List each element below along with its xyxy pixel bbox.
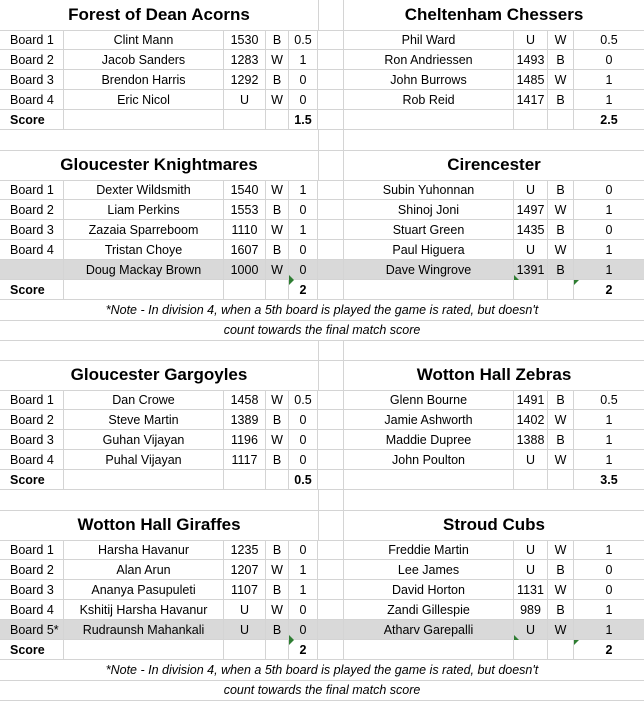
home-player-score: 0: [289, 70, 318, 90]
home-total-score: 0.5: [289, 470, 318, 490]
empty-cell: [64, 110, 224, 130]
home-player-name: Harsha Havanur: [64, 540, 224, 560]
board-label: Board 1: [0, 30, 64, 50]
home-player-color: B: [266, 200, 289, 220]
away-player-name: Jamie Ashworth: [344, 410, 514, 430]
home-player-score: 1: [289, 180, 318, 200]
home-player-color: B: [266, 450, 289, 470]
team-name-away: Cirencester: [447, 155, 541, 174]
home-player-score: 0: [289, 430, 318, 450]
score-row: [0, 640, 644, 660]
column-gap: [318, 150, 344, 180]
board-label: Board 4: [0, 90, 64, 110]
empty-cell: [344, 110, 514, 130]
column-gap: [318, 0, 344, 30]
board-label: Board 4: [0, 240, 64, 260]
home-player-score: 0: [289, 410, 318, 430]
home-player-rating: 1292: [224, 70, 266, 90]
away-player-name: John Burrows: [344, 70, 514, 90]
away-player-rating: 1485: [514, 70, 548, 90]
team-name-home: Gloucester Gargoyles: [70, 365, 248, 384]
away-player-score: 1: [574, 430, 644, 450]
away-player-color: W: [548, 620, 574, 640]
home-player-name: Alan Arun: [64, 560, 224, 580]
board-label: Board 3: [0, 220, 64, 240]
home-player-color: W: [266, 560, 289, 580]
team-name-away: Cheltenham Chessers: [404, 5, 584, 24]
away-player-rating: U: [514, 540, 548, 560]
home-player-color: B: [266, 70, 289, 90]
away-player-rating: 1388: [514, 430, 548, 450]
column-gap: [318, 580, 344, 600]
board-row: [0, 180, 644, 200]
home-total-score: 2: [289, 280, 318, 300]
board-row: [0, 240, 644, 260]
away-player-name: Maddie Dupree: [344, 430, 514, 450]
comment-indicator-icon: [289, 280, 294, 285]
home-player-color: W: [266, 600, 289, 620]
division-note: count towards the final match score: [0, 320, 644, 341]
away-player-score: 1: [574, 450, 644, 470]
away-player-name: David Horton: [344, 580, 514, 600]
comment-indicator-icon: [574, 640, 579, 645]
board-row: [0, 450, 644, 470]
away-player-rating: 1491: [514, 390, 548, 410]
empty-cell: [344, 280, 514, 300]
home-player-name: Doug Mackay Brown: [64, 260, 224, 280]
team-name-home: Gloucester Knightmares: [60, 155, 258, 174]
away-player-rating: 989: [514, 600, 548, 620]
home-player-color: B: [266, 410, 289, 430]
board-row: [0, 540, 644, 560]
board-label: Board 2: [0, 410, 64, 430]
home-player-name: Guhan Vijayan: [64, 430, 224, 450]
blank-row: [0, 490, 644, 511]
home-player-color: B: [266, 580, 289, 600]
home-player-rating: U: [224, 600, 266, 620]
away-player-color: B: [548, 600, 574, 620]
division-note: count towards the final match score: [0, 680, 644, 701]
empty-cell: [224, 280, 266, 300]
column-gap: [318, 360, 344, 390]
away-player-color: B: [548, 50, 574, 70]
home-player-score: 0.5: [289, 390, 318, 410]
column-gap: [318, 260, 344, 280]
away-player-color: B: [548, 180, 574, 200]
away-player-name: Phil Ward: [344, 30, 514, 50]
board-row: [0, 620, 644, 640]
away-player-color: W: [548, 70, 574, 90]
home-player-rating: U: [224, 90, 266, 110]
column-gap: [318, 340, 344, 360]
team-name-away: Stroud Cubs: [443, 515, 545, 534]
away-player-score: 1: [574, 200, 644, 220]
board-row: [0, 390, 644, 410]
column-gap: [318, 560, 344, 580]
home-player-rating: 1553: [224, 200, 266, 220]
home-total-score: 2: [289, 640, 318, 660]
home-player-score: 0: [289, 620, 318, 640]
away-player-name: Subin Yuhonnan: [344, 180, 514, 200]
home-player-name: Steve Martin: [64, 410, 224, 430]
empty-cell: [266, 110, 289, 130]
away-player-color: W: [548, 30, 574, 50]
home-player-rating: 1283: [224, 50, 266, 70]
board-label: Board 4: [0, 450, 64, 470]
away-player-score: 1: [574, 90, 644, 110]
empty-cell: [514, 110, 548, 130]
home-player-color: W: [266, 390, 289, 410]
empty-cell: [548, 640, 574, 660]
column-gap: [318, 220, 344, 240]
home-player-color: W: [266, 260, 289, 280]
empty-cell: [266, 470, 289, 490]
away-player-color: B: [548, 90, 574, 110]
board-row: [0, 430, 644, 450]
away-player-rating: 1493: [514, 50, 548, 70]
away-player-rating: 1497: [514, 200, 548, 220]
away-player-rating: U: [514, 450, 548, 470]
home-player-color: B: [266, 240, 289, 260]
empty-cell: [266, 640, 289, 660]
empty-cell: [224, 110, 266, 130]
board-label: Board 4: [0, 600, 64, 620]
team-name-away: Wotton Hall Zebras: [416, 365, 572, 384]
column-gap: [318, 540, 344, 560]
away-player-color: B: [548, 560, 574, 580]
comment-indicator-icon: [574, 280, 579, 285]
home-player-name: Jacob Sanders: [64, 50, 224, 70]
home-player-name: Dexter Wildsmith: [64, 180, 224, 200]
column-gap: [318, 620, 344, 640]
home-player-score: 0: [289, 90, 318, 110]
home-player-name: Tristan Choye: [64, 240, 224, 260]
away-player-color: W: [548, 580, 574, 600]
away-player-color: B: [548, 430, 574, 450]
away-player-rating: 1417: [514, 90, 548, 110]
home-player-color: B: [266, 620, 289, 640]
away-player-score: 1: [574, 70, 644, 90]
column-gap: [318, 280, 344, 300]
column-gap: [318, 50, 344, 70]
away-player-rating: U: [514, 30, 548, 50]
away-player-color: W: [548, 240, 574, 260]
home-player-color: B: [266, 540, 289, 560]
home-player-rating: 1000: [224, 260, 266, 280]
home-player-score: 1: [289, 50, 318, 70]
board-label: Board 2: [0, 50, 64, 70]
away-total-score: 2: [574, 640, 644, 660]
column-gap: [318, 130, 344, 150]
away-total-score: 3.5: [574, 470, 644, 490]
score-label: Score: [0, 110, 64, 130]
away-player-rating: 1402: [514, 410, 548, 430]
board-label: Board 3: [0, 70, 64, 90]
column-gap: [318, 390, 344, 410]
away-player-rating: 1391: [514, 260, 548, 280]
home-player-color: W: [266, 90, 289, 110]
column-gap: [318, 70, 344, 90]
home-player-name: Clint Mann: [64, 30, 224, 50]
home-player-rating: U: [224, 620, 266, 640]
home-player-name: Brendon Harris: [64, 70, 224, 90]
away-total-score: 2.5: [574, 110, 644, 130]
board-row: [0, 580, 644, 600]
empty-cell: [548, 280, 574, 300]
board-row: [0, 90, 644, 110]
away-player-color: B: [548, 260, 574, 280]
home-player-rating: 1107: [224, 580, 266, 600]
home-player-score: 0: [289, 450, 318, 470]
board-label: Board 1: [0, 180, 64, 200]
home-total-score: 1.5: [289, 110, 318, 130]
board-row: [0, 220, 644, 240]
column-gap: [318, 510, 344, 540]
division-note: *Note - In division 4, when a 5th board is played the game is rated, but doesn't: [0, 660, 644, 681]
home-player-color: W: [266, 180, 289, 200]
home-player-name: Ananya Pasupuleti: [64, 580, 224, 600]
home-player-color: W: [266, 50, 289, 70]
away-player-score: 1: [574, 540, 644, 560]
empty-cell: [344, 640, 514, 660]
column-gap: [318, 30, 344, 50]
column-gap: [318, 450, 344, 470]
away-player-name: Paul Higuera: [344, 240, 514, 260]
away-player-score: 0: [574, 180, 644, 200]
empty-cell: [64, 470, 224, 490]
board-label: Board 2: [0, 200, 64, 220]
away-player-name: Stuart Green: [344, 220, 514, 240]
home-player-score: 0: [289, 240, 318, 260]
score-row: [0, 470, 644, 490]
board-label: [0, 260, 64, 280]
away-player-color: W: [548, 540, 574, 560]
away-player-score: 0: [574, 220, 644, 240]
home-player-score: 1: [289, 220, 318, 240]
board-label: Board 5*: [0, 620, 64, 640]
away-player-rating: 1131: [514, 580, 548, 600]
away-player-rating: U: [514, 180, 548, 200]
column-gap: [318, 470, 344, 490]
team-name-home: Forest of Dean Acorns: [68, 5, 250, 24]
home-player-score: 0.5: [289, 30, 318, 50]
board-row: [0, 30, 644, 50]
team-name-home: Wotton Hall Giraffes: [77, 515, 241, 534]
column-gap: [318, 490, 344, 510]
column-gap: [318, 600, 344, 620]
away-player-color: W: [548, 450, 574, 470]
column-gap: [318, 430, 344, 450]
score-row: [0, 280, 644, 300]
away-player-rating: U: [514, 560, 548, 580]
empty-cell: [224, 470, 266, 490]
away-player-score: 0: [574, 580, 644, 600]
comment-indicator-icon: [289, 640, 294, 645]
board-label: Board 1: [0, 390, 64, 410]
column-gap: [318, 180, 344, 200]
home-player-rating: 1196: [224, 430, 266, 450]
empty-cell: [548, 110, 574, 130]
board-label: Board 1: [0, 540, 64, 560]
score-label: Score: [0, 470, 64, 490]
board-row: [0, 410, 644, 430]
home-player-name: Dan Crowe: [64, 390, 224, 410]
home-player-rating: 1389: [224, 410, 266, 430]
board-label: Board 3: [0, 430, 64, 450]
board-row: [0, 70, 644, 90]
column-gap: [318, 240, 344, 260]
column-gap: [318, 640, 344, 660]
board-label: Board 2: [0, 560, 64, 580]
away-player-score: 0: [574, 50, 644, 70]
away-player-rating: U: [514, 620, 548, 640]
empty-cell: [64, 280, 224, 300]
home-player-color: W: [266, 430, 289, 450]
home-player-score: 0: [289, 540, 318, 560]
home-player-rating: 1607: [224, 240, 266, 260]
home-player-name: Zazaia Sparreboom: [64, 220, 224, 240]
empty-cell: [266, 280, 289, 300]
home-player-rating: 1117: [224, 450, 266, 470]
column-gap: [318, 90, 344, 110]
away-player-color: B: [548, 220, 574, 240]
home-player-name: Eric Nicol: [64, 90, 224, 110]
away-player-score: 1: [574, 600, 644, 620]
board-row: [0, 200, 644, 220]
home-player-name: Kshitij Harsha Havanur: [64, 600, 224, 620]
score-label: Score: [0, 280, 64, 300]
home-player-rating: 1540: [224, 180, 266, 200]
home-player-name: Puhal Vijayan: [64, 450, 224, 470]
away-player-color: B: [548, 390, 574, 410]
home-player-rating: 1458: [224, 390, 266, 410]
empty-cell: [514, 280, 548, 300]
column-gap: [318, 410, 344, 430]
score-row: [0, 110, 644, 130]
away-player-name: Zandi Gillespie: [344, 600, 514, 620]
column-gap: [318, 200, 344, 220]
empty-cell: [64, 640, 224, 660]
home-player-rating: 1110: [224, 220, 266, 240]
empty-cell: [514, 640, 548, 660]
away-player-score: 0: [574, 560, 644, 580]
blank-row: [0, 340, 644, 361]
empty-cell: [224, 640, 266, 660]
away-player-rating: U: [514, 240, 548, 260]
home-player-name: Rudraunsh Mahankali: [64, 620, 224, 640]
empty-cell: [514, 470, 548, 490]
away-player-name: Lee James: [344, 560, 514, 580]
score-label: Score: [0, 640, 64, 660]
home-player-name: Liam Perkins: [64, 200, 224, 220]
home-player-rating: 1530: [224, 30, 266, 50]
away-player-color: W: [548, 200, 574, 220]
board-row: [0, 600, 644, 620]
board-row: [0, 560, 644, 580]
home-player-score: 0: [289, 200, 318, 220]
away-player-name: Atharv Garepalli: [344, 620, 514, 640]
empty-cell: [344, 470, 514, 490]
home-player-score: 1: [289, 580, 318, 600]
away-player-score: 0.5: [574, 30, 644, 50]
away-player-score: 1: [574, 240, 644, 260]
away-player-name: Glenn Bourne: [344, 390, 514, 410]
away-player-name: Dave Wingrove: [344, 260, 514, 280]
away-player-name: Ron Andriessen: [344, 50, 514, 70]
division-note: *Note - In division 4, when a 5th board is played the game is rated, but doesn't: [0, 300, 644, 321]
board-row: [0, 260, 644, 280]
away-player-score: 1: [574, 410, 644, 430]
blank-row: [0, 130, 644, 151]
home-player-rating: 1235: [224, 540, 266, 560]
away-player-score: 1: [574, 260, 644, 280]
home-player-color: W: [266, 220, 289, 240]
home-player-score: 0: [289, 600, 318, 620]
board-label: Board 3: [0, 580, 64, 600]
home-player-color: B: [266, 30, 289, 50]
board-row: [0, 50, 644, 70]
column-gap: [318, 110, 344, 130]
away-player-color: W: [548, 410, 574, 430]
away-player-score: 0.5: [574, 390, 644, 410]
away-player-name: John Poulton: [344, 450, 514, 470]
home-player-rating: 1207: [224, 560, 266, 580]
away-player-score: 1: [574, 620, 644, 640]
away-player-rating: 1435: [514, 220, 548, 240]
home-player-score: 1: [289, 560, 318, 580]
away-player-name: Rob Reid: [344, 90, 514, 110]
away-total-score: 2: [574, 280, 644, 300]
home-player-score: 0: [289, 260, 318, 280]
away-player-name: Freddie Martin: [344, 540, 514, 560]
empty-cell: [548, 470, 574, 490]
away-player-name: Shinoj Joni: [344, 200, 514, 220]
